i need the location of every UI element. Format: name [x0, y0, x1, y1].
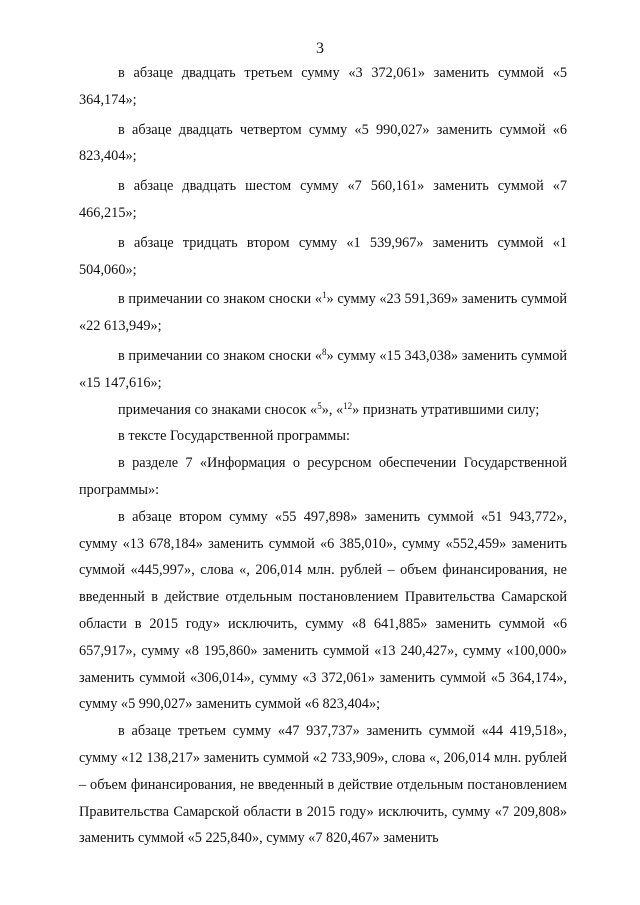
paragraph-text: примечания со знаками сносок « [118, 401, 318, 418]
paragraph: в абзаце двадцать четвертом сумму «5 990,027» заменить суммой «6 823,404»; [79, 121, 567, 165]
paragraph [79, 397, 567, 424]
paragraph-text: » сумму «15 343,038» заменить суммой «15 147,616»; [79, 347, 567, 391]
paragraph [79, 286, 567, 340]
page-number: 3 [316, 40, 324, 57]
paragraph: в абзаце третьем сумму «47 937,737» заменить суммой «44 419,518», сумму «12 138,217» заменить суммой «2 733,909», слова «, 206,014 млн. рублей – объем финансирования, не введенный в действие отдельным постановлением Правительства Самарской области в 2015 году» исключить, сумму «7 209,808» заменить суммой «5 225,840», сумму «7 820,467» заменить [79, 723, 567, 847]
paragraph: в абзаце двадцать третьем сумму «3 372,061» заменить суммой «5 364,174»; [79, 65, 567, 108]
paragraph-text: в примечании со знаком сноски « [118, 291, 323, 308]
footnote-mark: 12 [343, 400, 353, 411]
footnote-mark: 1 [322, 290, 327, 301]
footnote-mark: 5 [317, 400, 322, 411]
paragraph-text: », « [321, 401, 344, 418]
paragraph: в абзаце втором сумму «55 497,898» заменить суммой «51 943,772», сумму «13 678,184» заменить суммой «6 385,010», сумму «552,459» заменить суммой «445,997», слова «, 206,014 млн. рублей – объем финансирования, не введенный в действие отдельным постановлением Правительства Самарской области в 2015 году» исключить, сумму «8 641,885» заменить суммой «6 657,917», сумму «8 195,860» заменить суммой «13 240,427», сумму «100,000» заменить суммой «306,014», сумму «3 372,061» заменить суммой «5 364,174», сумму «5 990,027» заменить суммой «6 823,404»; [79, 508, 567, 713]
paragraph-text: » признать утратившими силу; [352, 401, 540, 418]
paragraph: в абзаце тридцать втором сумму «1 539,967» заменить суммой «1 504,060»; [79, 234, 567, 278]
paragraph: в тексте Государственной программы: [118, 428, 350, 445]
document-body [79, 60, 567, 852]
paragraph [79, 343, 567, 397]
footnote-mark: 8 [322, 346, 327, 357]
paragraph: в абзаце двадцать шестом сумму «7 560,161» заменить суммой «7 466,215»; [79, 178, 567, 221]
paragraph: в разделе 7 «Информация о ресурсном обеспечении Государственной программы»: [79, 455, 567, 498]
paragraph-text: в примечании со знаком сноски « [118, 347, 323, 364]
paragraph-text: » сумму «23 591,369» заменить суммой «22 613,949»; [79, 291, 567, 335]
